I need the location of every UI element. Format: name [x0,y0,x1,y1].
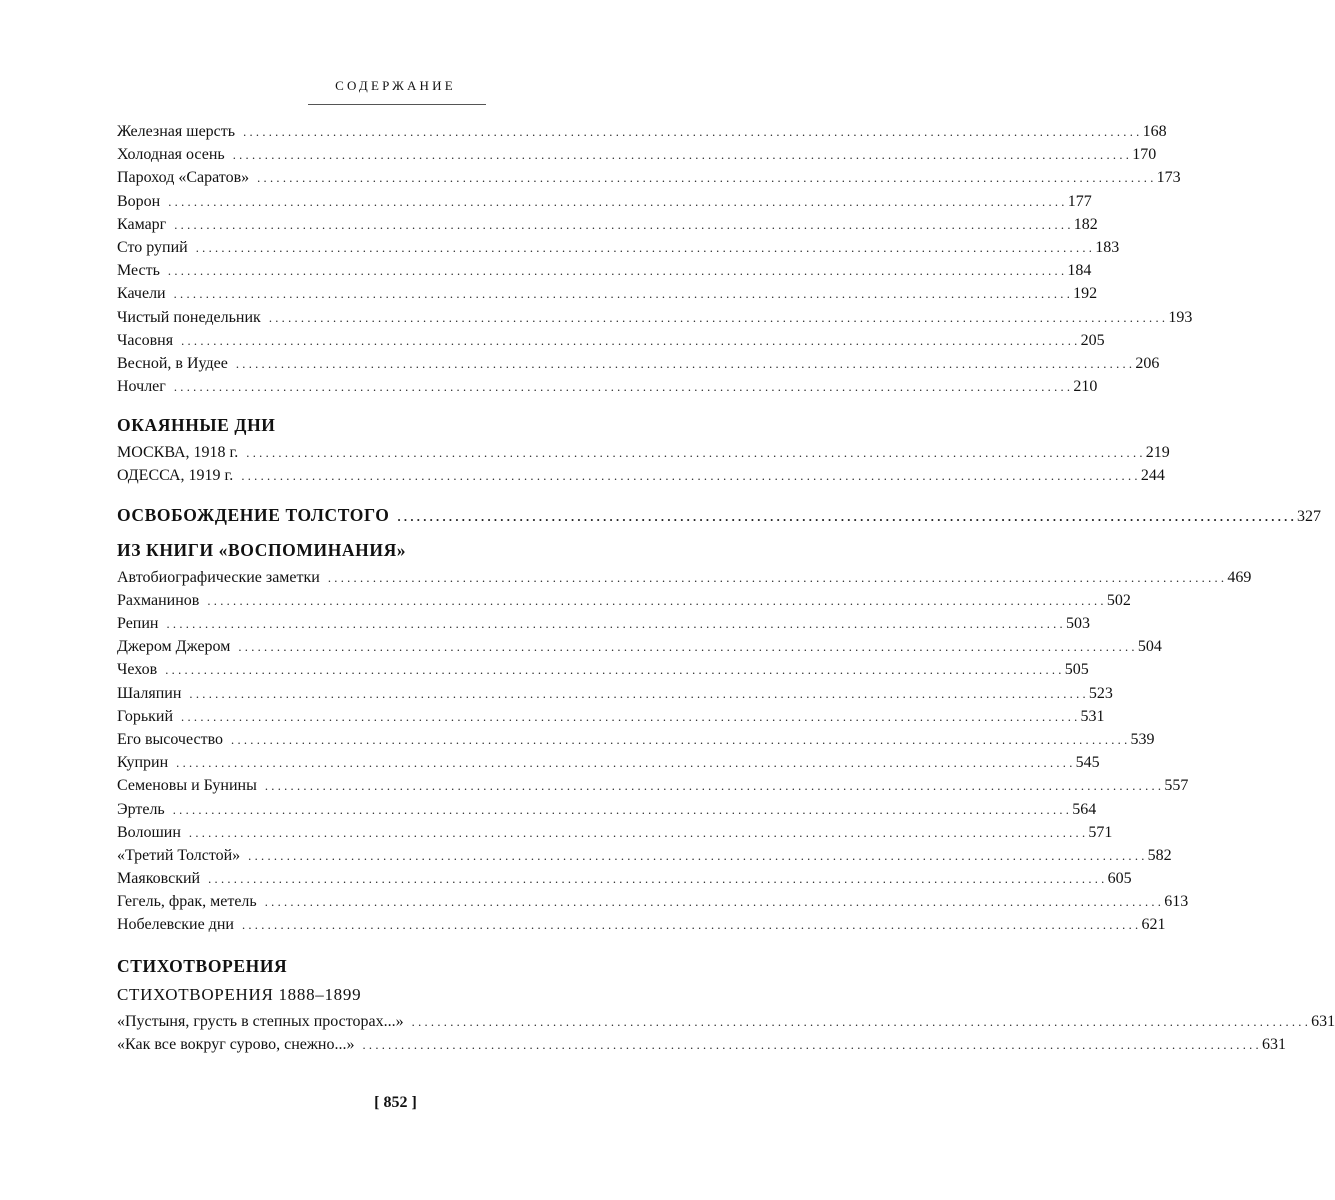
toc-entry-title: Волошин [117,823,181,841]
dot-leader: ............................................................................................................................................ [165,663,1065,678]
toc-entry-page: 205 [1080,331,1105,349]
toc-entry-page: 631 [1311,1012,1335,1030]
toc-entry [117,166,1181,189]
toc-entry-page: 545 [1075,754,1100,772]
dot-leader: ............................................................................................................................................ [232,148,1133,163]
toc-entry-page: 173 [1156,169,1181,187]
toc-entry [117,589,1131,612]
dot-leader: ............................................................................................................................................ [181,709,1081,724]
toc-entry-page: 582 [1147,846,1172,864]
toc-entry-title: Маяковский [117,870,201,888]
toc-entry-title: Сто рупий [117,238,188,256]
toc-entry-title: Шаляпин [117,684,182,702]
toc-entry-title: Куприн [117,754,169,772]
toc-entry-page: 206 [1135,354,1160,372]
dot-leader: ............................................................................................................................................ [246,446,1146,461]
toc-entry-page: 502 [1106,591,1131,609]
toc-entry [117,566,1252,589]
toc-entry-page: 539 [1130,730,1155,748]
toc-entry [117,236,1120,259]
section-heading-okayannye-dni: ОКАЯННЫЕ ДНИ [117,415,276,436]
toc-entry-title: «Третий Толстой» [117,846,241,864]
dot-leader: ............................................................................................................................................ [166,617,1066,631]
toc-entry-page: 183 [1095,238,1120,256]
toc-entry-title: Автобиографические заметки [117,568,320,586]
toc-entry [117,375,1098,398]
toc-entry-page: 621 [1141,916,1166,934]
dot-leader: ............................................................................................................................................ [207,593,1107,608]
toc-entry-title: ОСВОБОЖДЕНИЕ ТОЛСТОГО [117,504,390,525]
dot-leader: ............................................................................................................................................ [235,356,1136,371]
toc-entry [117,282,1098,305]
toc-entry-title: Рахманинов [117,591,200,609]
toc-entry [117,259,1092,282]
dot-leader: ............................................................................................................................................ [181,333,1081,348]
toc-entry [117,635,1162,658]
toc-entry-title: ОДЕССА, 1919 г. [117,467,234,485]
toc-entry-page: 210 [1073,378,1098,396]
toc-entry [117,441,1170,464]
toc-entry [117,682,1113,705]
dot-leader: ............................................................................................................................................ [241,469,1141,484]
toc-entry-title: Камарг [117,215,167,233]
dot-leader: ............................................................................................................................................ [167,264,1068,279]
dot-leader: ............................................................................................................................................ [264,895,1165,910]
table-of-contents [117,120,1335,1056]
dot-leader: ............................................................................................................................................ [174,217,1074,232]
toc-entry-title: Весной, в Иудее [117,354,228,372]
toc-entry-title: «Как все вокруг сурово, снежно...» [117,1035,355,1053]
toc-entry-title: Ворон [117,192,161,210]
toc-entry [117,728,1155,751]
toc-entry-page: 505 [1064,661,1089,679]
subsection-heading-stikhotvoreniya-1888-1899: СТИХОТВОРЕНИЯ 1888–1899 [117,984,362,1004]
toc-entry-title: Качели [117,285,166,303]
toc-entry-page: 469 [1227,568,1252,586]
dot-leader: ............................................................................................................................................ [241,918,1142,933]
toc-entry-page: 531 [1080,707,1105,725]
toc-entry-page: 192 [1073,285,1098,303]
dot-leader: ............................................................................................................................................ [173,287,1074,302]
toc-entry-title: Чистый понедельник [117,308,261,326]
toc-entry-page: 564 [1072,800,1097,818]
toc-entry [117,213,1098,236]
toc-entry [117,821,1113,844]
section-heading-vospominaniya: ИЗ КНИГИ «ВОСПОМИНАНИЯ» [117,539,407,560]
top-entries-list [117,120,1193,398]
toc-entry-page: 177 [1067,192,1092,210]
dot-leader: ............................................................................................................................................ [188,825,1089,840]
section-entry-osvobozhdenie-tolstogo [117,502,1321,528]
toc-entry-title: МОСКВА, 1918 г. [117,444,239,462]
toc-entry-page: 571 [1088,823,1113,841]
section-heading-stikhotvoreniya: СТИХОТВОРЕНИЯ [117,955,288,976]
toc-entry [117,143,1157,166]
toc-entry-page: 503 [1065,615,1090,632]
toc-entry [117,751,1100,774]
dot-leader: ............................................................................................................................................ [168,194,1068,209]
toc-entry-title: Часовня [117,331,174,349]
vospominaniya-entries-list [117,566,1252,937]
toc-entry [117,120,1167,143]
toc-entry-title: Пароход «Саратов» [117,169,250,187]
toc-entry-title: Ночлег [117,378,166,396]
toc-entry-page: 631 [1261,1035,1286,1053]
toc-entry-title: Гегель, фрак, метель [117,893,257,911]
dot-leader: ............................................................................................................................................ [176,756,1076,771]
toc-entry-title: Горький [117,707,174,725]
toc-entry-page: 219 [1145,444,1170,462]
toc-entry [117,705,1105,728]
toc-entry [117,329,1105,352]
toc-entry-page: 168 [1142,123,1167,140]
toc-entry [117,1010,1335,1033]
dot-leader: ............................................................................................................................................ [268,310,1169,325]
toc-entry-page: 182 [1073,215,1098,233]
toc-entry [117,844,1172,867]
toc-entry [117,774,1189,797]
page-number: [ 852 ] [374,1094,417,1111]
toc-entry [117,464,1165,487]
toc-entry-page: 605 [1107,870,1132,888]
dot-leader: ............................................................................................................................................ [189,686,1089,701]
toc-entry-title: «Пустыня, грусть в степных просторах...» [117,1012,404,1030]
dot-leader: ............................................................................................................................................ [172,802,1073,817]
okayannye-entries-list [117,441,1170,487]
stikhotvoreniya-entries-list [117,1010,1335,1056]
toc-entry-title: Семеновы и Бунины [117,777,257,795]
toc-entry [117,190,1092,213]
dot-leader: ............................................................................................................................................ [397,509,1297,524]
dot-leader: ............................................................................................................................................ [248,848,1148,863]
dot-leader: ............................................................................................................................................ [243,125,1143,139]
toc-entry [117,798,1097,821]
toc-entry [117,658,1089,681]
dot-leader: ............................................................................................................................................ [195,240,1096,255]
toc-entry [117,890,1189,913]
dot-leader: ............................................................................................................................................ [327,570,1228,585]
dot-leader: ............................................................................................................................................ [362,1037,1262,1052]
dot-leader: ............................................................................................................................................ [411,1014,1312,1029]
toc-entry [117,352,1160,375]
dot-leader: ............................................................................................................................................ [238,640,1138,655]
toc-entry-page: 170 [1132,146,1157,164]
toc-entry-page: 327 [1297,507,1321,525]
toc-entry [117,306,1193,329]
toc-entry-page: 193 [1168,308,1193,326]
toc-entry-title: Железная шерсть [117,123,236,140]
toc-entry-page: 613 [1164,893,1189,911]
toc-entry-title: Эртель [117,800,165,818]
toc-entry-title: Репин [117,615,159,632]
toc-entry [117,867,1132,890]
toc-entry-title: Чехов [117,661,158,679]
dot-leader: ............................................................................................................................................ [173,380,1074,395]
toc-entry-page: 557 [1164,777,1189,795]
dot-leader: ............................................................................................................................................ [257,171,1157,186]
toc-entry-page: 184 [1067,262,1092,280]
toc-entry [117,913,1166,936]
toc-entry-title: Его высочество [117,730,224,748]
toc-entry-title: Нобелевские дни [117,916,234,934]
dot-leader: ............................................................................................................................................ [231,732,1131,747]
toc-entry-page: 523 [1088,684,1113,702]
toc-entry [117,612,1090,635]
toc-entry-title: Месть [117,262,160,280]
toc-entry-page: 504 [1137,638,1162,656]
running-head: СОДЕРЖАНИЕ [335,78,456,93]
toc-entry-title: Джером Джером [117,638,231,656]
dot-leader: ............................................................................................................................................ [208,872,1108,887]
toc-entry [117,1033,1286,1056]
toc-entry-title: Холодная осень [117,146,225,164]
running-head-rule [308,104,486,105]
toc-entry-page: 244 [1140,467,1165,485]
dot-leader: ............................................................................................................................................ [264,779,1165,794]
